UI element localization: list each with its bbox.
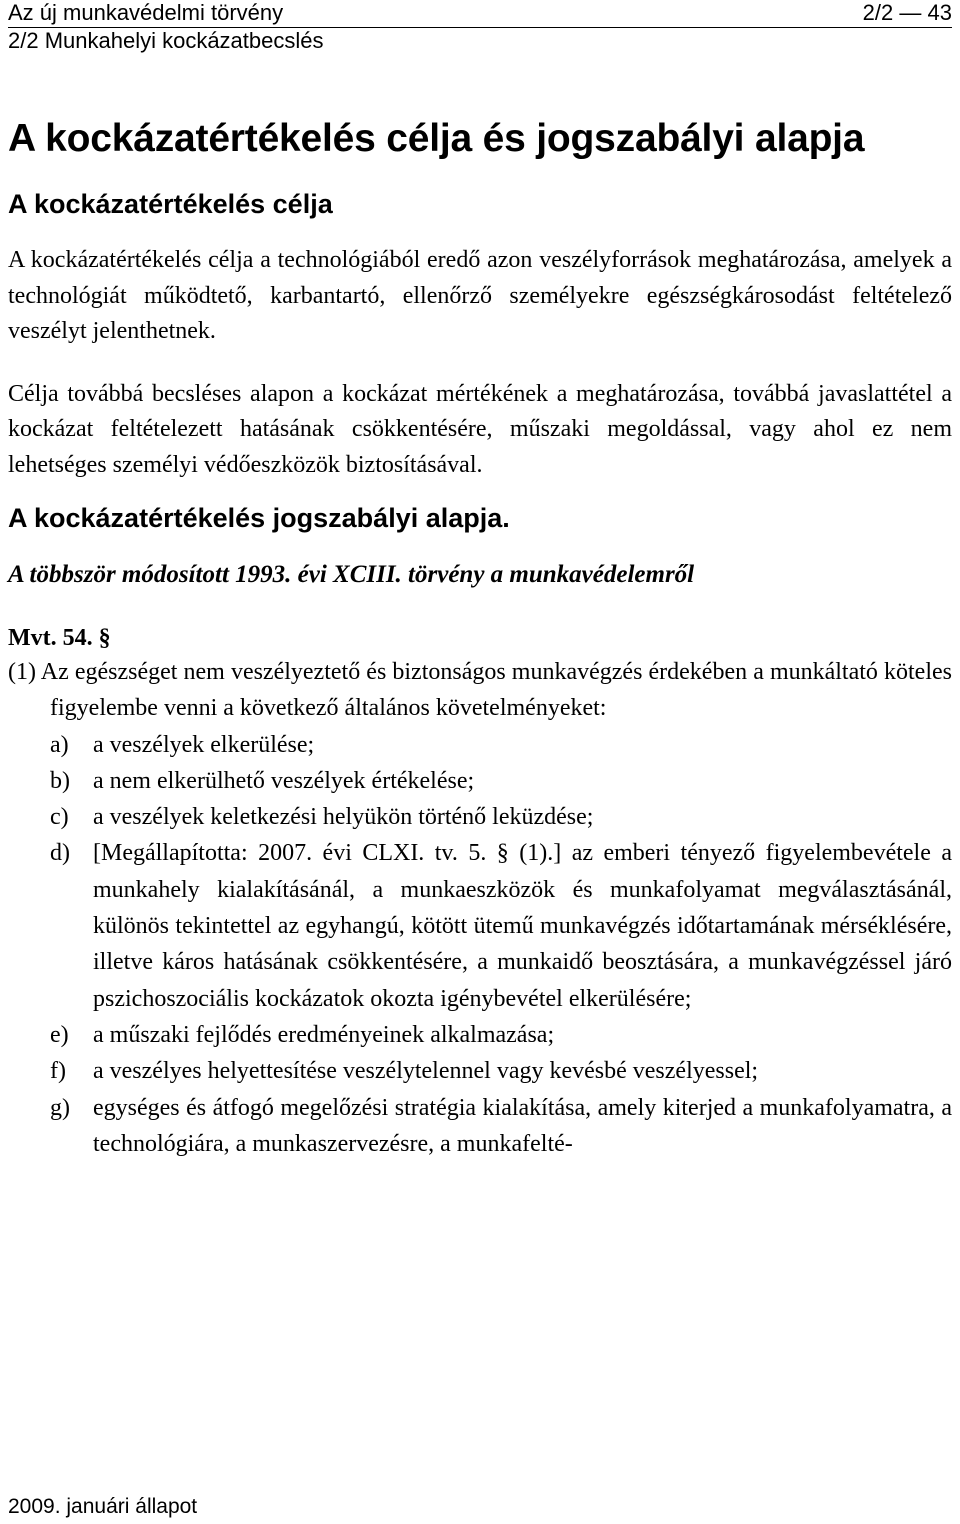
document-title: Az új munkavédelmi törvény: [8, 0, 284, 25]
list-marker: d): [50, 840, 70, 867]
list-marker: a): [50, 731, 69, 758]
list-item-text: a műszaki fejlődés eredményeinek alkalmazása;: [93, 1021, 555, 1048]
act-title: A többször módosított 1993. évi XCIII. törvény a munkavédelemről: [8, 561, 695, 588]
chapter-subtitle: 2/2 Munkahelyi kockázatbecslés: [8, 28, 324, 53]
list-item-text: a veszélyek keletkezési helyükön történő leküzdése;: [93, 804, 594, 831]
section-heading-legal-basis: A kockázatértékelés jogszabályi alapja.: [8, 503, 510, 533]
paragraph-estimation: Célja továbbá becsléses alapon a kockázat mértékének a meghatározása, továbbá javaslattétel a kockázat feltételezett hatásának csökkentésére, műszaki megoldással, vagy ahol ez nem lehetséges személyi védőeszközök biztosításával.: [8, 380, 952, 478]
page-dash: —: [899, 0, 922, 25]
page-number-block: [863, 0, 952, 26]
list-item: [8, 763, 952, 799]
list-item: [8, 799, 952, 835]
edition-date: 2009. januári állapot: [8, 1495, 198, 1518]
section-reference: Mvt. 54. §: [8, 625, 111, 651]
list-item-text: a veszélyek elkerülése;: [93, 731, 315, 758]
list-marker: c): [50, 804, 69, 831]
section-heading-purpose: A kockázatértékelés célja: [8, 189, 333, 219]
paragraph-purpose: A kockázatértékelés célja a technológiából eredő azon veszélyforrások meghatározása, amelyek a technológiát működtető, karbantartó, ellenőrző személyekre egészségkárosodást feltételező veszélyt jelenthetnek.: [8, 247, 952, 344]
chapter-page: 2/2: [862, 0, 894, 25]
list-marker: e): [50, 1021, 69, 1048]
list-marker: g): [50, 1094, 70, 1121]
page-title: A kockázatértékelés célja és jogszabályi alapja: [8, 117, 865, 160]
list-item: [8, 1017, 952, 1053]
page-number: 43: [927, 0, 952, 25]
list-item-text: a nem elkerülhető veszélyek értékelése;: [93, 767, 475, 794]
list-marker: b): [50, 767, 70, 794]
page-footer: [8, 1494, 197, 1520]
running-header: [8, 0, 952, 54]
list-item-text: a veszélyes helyettesítése veszélytelennel vagy kevésbé veszélyessel;: [93, 1058, 759, 1085]
list-item: [8, 1090, 952, 1163]
list-item: [8, 835, 952, 1016]
list-marker: f): [50, 1058, 66, 1085]
list-item-text: egységes és átfogó megelőzési stratégia kialakítása, amely kiterjed a munkafolyamatra, a technológiára, a munkaszervezésre, a munkafelté-: [93, 1094, 952, 1157]
list-item-text: [Megállapította: 2007. évi CLXI. tv. 5. § (1).] az emberi tényező figyelembevétele a munkahely kialakításánál, a munkaeszközök és munkafolyamat megválasztásánál, különös tekintettel az egyhangú, kötött ütemű munkavégzés időtartamának mérséklésére, illetve káros hatásának csökkentésére, a munkaidő beosztására, a munkavégzéssel járó pszichoszociális kockázatok okozta igénybevétel elkerülésére;: [93, 840, 952, 1012]
page-content: [8, 116, 952, 1162]
requirements-list: [8, 727, 952, 1163]
list-item: [8, 727, 952, 763]
list-item: [8, 1053, 952, 1089]
law-paragraph-1: (1) Az egészséget nem veszélyeztető és biztonságos munkavégzés érdekében a munkáltató köteles figyelembe venni a következő általános követelményeket:: [8, 659, 952, 722]
running-header-row: [8, 0, 952, 26]
